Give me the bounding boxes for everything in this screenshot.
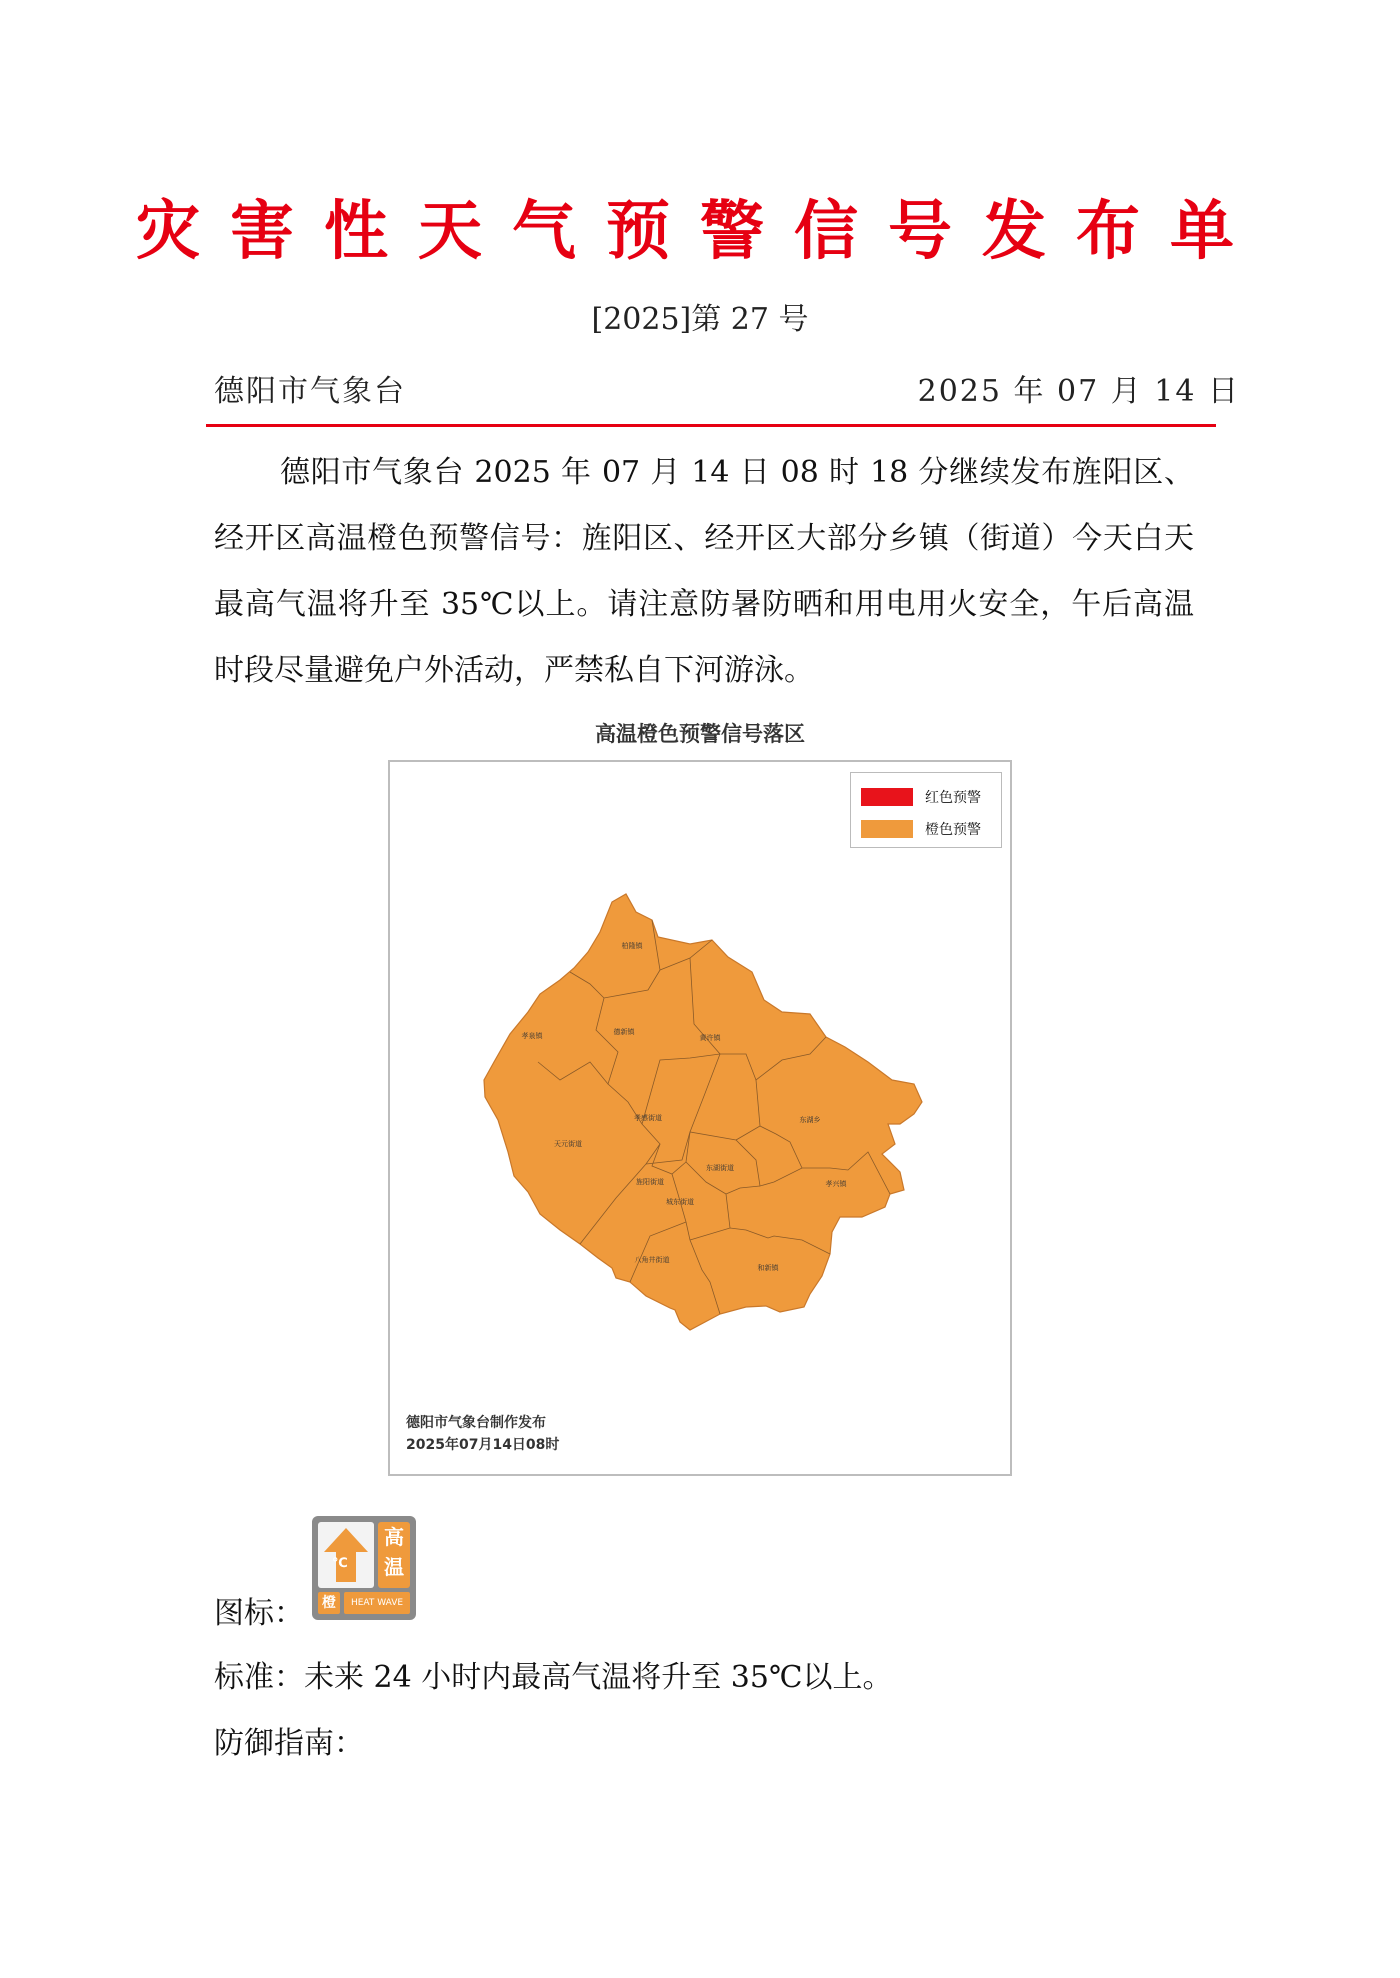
warning-map (388, 760, 1012, 1476)
heat-wave-orange-icon (312, 1516, 416, 1620)
region-label: 柏隆镇 (621, 942, 643, 950)
document-number: [2025]第 27 号 (591, 302, 809, 337)
legend-item-orange (861, 819, 981, 839)
celsius-label: ℃ (332, 1556, 348, 1571)
region-label: 东湖乡 (799, 1116, 821, 1124)
legend-item-red (861, 787, 981, 807)
header-divider (206, 424, 1216, 427)
warning-paragraph: 德阳市气象台 2025 年 07 月 14 日 08 时 18 分继续发布旌阳区、经开区高温橙色预警信号：旌阳区、经开区大部分乡镇（街道）今天白天最高气温将升至 35℃以上。请注意防暑防晒和用电用火安全，午后高温时段尽量避免户外活动，严禁私自下河游泳。 (214, 455, 1194, 688)
arrow-up-icon (318, 1522, 374, 1588)
issue-date: 2025 年 07 月 14 日 (917, 374, 1240, 409)
issuer-name: 德阳市气象台 (214, 374, 406, 409)
region-label: 孝泉镇 (521, 1032, 543, 1040)
map-title: 高温橙色预警信号落区 (595, 722, 805, 746)
icon-title-char-2: 温 (384, 1555, 404, 1579)
region-label: 黄许镇 (699, 1034, 721, 1042)
district-map (390, 762, 1010, 1474)
icon-heat-wave-text: HEAT WAVE (344, 1592, 410, 1614)
icon-title-block (378, 1522, 410, 1588)
region-label: 旌阳街道 (636, 1178, 664, 1186)
region-label: 东湖街道 (706, 1164, 734, 1172)
region-label: 城东街道 (666, 1198, 694, 1206)
icon-label: 图标： (214, 1596, 304, 1631)
legend-swatch-red (861, 788, 913, 806)
map-legend (850, 772, 1002, 848)
map-credit (406, 1412, 559, 1456)
map-credit-time: 2025年07月14日08时 (406, 1437, 560, 1453)
region-label: 天元街道 (554, 1140, 582, 1148)
warning-standard: 标准：未来 24 小时内最高气温将升至 35℃以上。 (214, 1660, 893, 1695)
icon-level-label: 橙 (318, 1592, 340, 1614)
region-label: 孝兴镇 (825, 1180, 847, 1188)
map-credit-issuer: 德阳市气象台制作发布 (406, 1415, 546, 1431)
icon-title-char-1: 高 (384, 1525, 404, 1549)
document-title: 灾害性天气预警信号发布单 (136, 195, 1264, 269)
defense-guide-title: 防御指南： (214, 1726, 364, 1761)
region-label: 德新镇 (613, 1028, 635, 1036)
region-label: 孝感街道 (634, 1114, 662, 1122)
legend-label: 橙色预警 (925, 822, 981, 838)
region-label: 和新镇 (757, 1264, 779, 1272)
thermometer-arrow-icon (318, 1522, 374, 1588)
district-shape (484, 894, 922, 1330)
region-label: 八角井街道 (634, 1256, 670, 1264)
legend-label: 红色预警 (925, 790, 981, 806)
district-outline (484, 894, 922, 1330)
legend-swatch-orange (861, 820, 913, 838)
